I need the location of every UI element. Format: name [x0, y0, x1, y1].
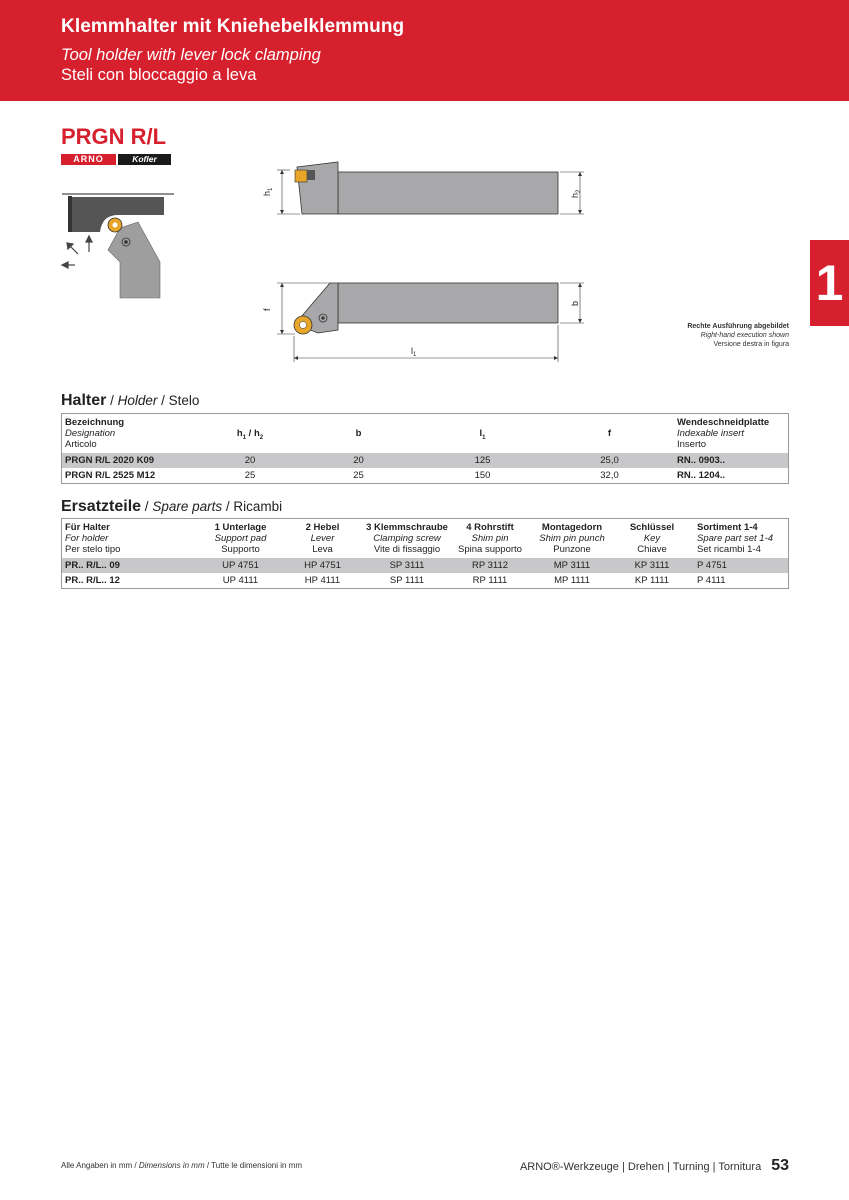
tool-plan-view: [277, 283, 584, 362]
row-spare-set: P 4111: [697, 575, 726, 586]
row-f: 25,0: [600, 455, 619, 466]
holder-title-it: Stelo: [168, 393, 200, 408]
arno-logo: ARNO: [61, 154, 116, 165]
row-support-pad: UP 4111: [222, 575, 259, 586]
spare-title-en: Spare parts: [152, 499, 223, 514]
footer-left-de: Alle Angaben in mm: [61, 1161, 133, 1170]
tool-side-view: [277, 162, 584, 214]
spare-table-header: [62, 519, 788, 558]
execution-note-de: Rechte Ausführung abgebildet: [687, 323, 789, 330]
product-title: PRGN R/L: [61, 124, 167, 149]
col-f: f: [607, 428, 612, 439]
kofler-logo: Kofler: [118, 154, 171, 165]
dim-h1-label: $h_1$: [262, 187, 274, 196]
row-clamping-screw: SP 3111: [389, 560, 425, 571]
row-shim-pin: RP 3112: [471, 560, 509, 571]
col-h: $h_1 / h_2$: [236, 428, 264, 441]
workpiece-sketch: [62, 194, 174, 298]
row-l1: 150: [474, 470, 491, 481]
header-designation-it: Articolo: [65, 439, 97, 450]
col-clamping-screw: 3 Klemmschraube Clamping screw Vite di fissaggio: [366, 522, 448, 555]
page-number: 53: [771, 1157, 789, 1174]
col-key: Schlüssel Key Chiave: [629, 522, 675, 555]
header-title-it: Steli con bloccaggio a leva: [61, 66, 257, 84]
dim-f-label: f: [262, 308, 272, 311]
holder-table-header: [62, 414, 788, 453]
row-support-pad: UP 4751: [222, 560, 259, 571]
table-row[interactable]: [62, 453, 788, 468]
holder-title-en: Holder: [117, 393, 158, 408]
holder-table: [61, 413, 789, 484]
header-title-en: Tool holder with lever lock clamping: [61, 46, 321, 64]
row-l1: 125: [474, 455, 491, 466]
table-row[interactable]: [62, 558, 788, 573]
dim-b-label: b: [570, 300, 580, 306]
execution-note-en: Right-hand execution shown: [700, 332, 789, 339]
row-spare-set: P 4751: [697, 560, 727, 571]
table-row[interactable]: [62, 468, 788, 483]
spare-parts-table: [61, 518, 789, 589]
row-shim-pin-punch: MP 1111: [554, 575, 590, 586]
row-f: 32,0: [600, 470, 619, 481]
table-row[interactable]: [62, 573, 788, 588]
dim-h2-label: $h_2$: [570, 189, 582, 198]
header-insert-it: Inserto: [677, 439, 707, 450]
header-title-de: Klemmhalter mit Kniehebelklemmung: [61, 16, 405, 37]
row-key: KP 3111: [634, 560, 670, 571]
row-h: 20: [244, 455, 256, 466]
col-designation: [62, 417, 202, 450]
row-shim-pin-punch: MP 3111: [553, 560, 591, 571]
row-holder: PR.. R/L.. 09: [65, 560, 120, 571]
holder-title-de: Halter: [61, 392, 107, 409]
header-designation-en: Designation: [65, 428, 116, 439]
spare-title-it: Ricambi: [233, 499, 283, 514]
row-b: 20: [353, 455, 364, 466]
footer-dimensions-note: Alle Angaben in mm / Dimensions in mm / Tutte le dimensioni in mm: [61, 1161, 303, 1170]
col-b: b: [355, 428, 362, 439]
row-holder: PR.. R/L.. 12: [65, 575, 120, 586]
header-designation-de: Bezeichnung: [65, 417, 125, 428]
row-designation: PRGN R/L 2525 M12: [65, 470, 156, 481]
row-designation: PRGN R/L 2020 K09: [65, 455, 155, 466]
col-spare-set: Sortiment 1-4 Spare part set 1-4 Set ricambi 1-4: [697, 522, 774, 555]
row-b: 25: [353, 470, 364, 481]
spare-section-title: Ersatzteile / Spare parts / Ricambi: [61, 498, 283, 515]
footer-breadcrumb: ARNO®-Werkzeuge | Drehen | Turning | Tornitura: [519, 1161, 762, 1173]
footer-left-it: Tutte le dimensioni in mm: [211, 1161, 303, 1170]
footer-left-en: Dimensions in mm: [138, 1161, 205, 1170]
holder-section-title: Halter / Holder / Stelo: [61, 392, 200, 409]
col-l1: $l_1$: [479, 428, 486, 441]
dim-l1-label: $l_1$: [411, 346, 417, 358]
row-insert: RN.. 0903..: [677, 455, 726, 466]
spare-title-de: Ersatzteile: [61, 498, 142, 515]
row-clamping-screw: SP 1111: [389, 575, 425, 586]
footer-right: [520, 1157, 789, 1175]
col-shim-pin: 4 Rohrstift Shim pin Spina supporto: [458, 522, 522, 555]
col-shim-pin-punch: Montagedorn Shim pin punch Punzone: [539, 522, 605, 555]
row-lever: HP 4751: [304, 560, 341, 571]
row-key: KP 1111: [634, 575, 670, 586]
row-h: 25: [244, 470, 256, 481]
col-support-pad: 1 Unterlage Support pad Supporto: [214, 522, 267, 555]
col-insert: [673, 417, 783, 450]
header-insert-de: Wendeschneidplatte: [677, 417, 770, 428]
execution-note: [687, 322, 789, 349]
row-shim-pin: RP 1111: [472, 575, 508, 586]
section-tab[interactable]: 1: [810, 240, 849, 326]
feed-arrows-icon: [62, 236, 92, 268]
col-for-holder: Für Halter For holder Per stelo tipo: [65, 522, 121, 555]
col-lever: 2 Hebel Lever Leva: [305, 522, 340, 555]
row-insert: RN.. 1204..: [677, 470, 726, 481]
row-lever: HP 4111: [304, 575, 341, 586]
execution-note-it: Versione destra in figura: [713, 341, 789, 348]
header-insert-en: Indexable insert: [677, 428, 745, 439]
